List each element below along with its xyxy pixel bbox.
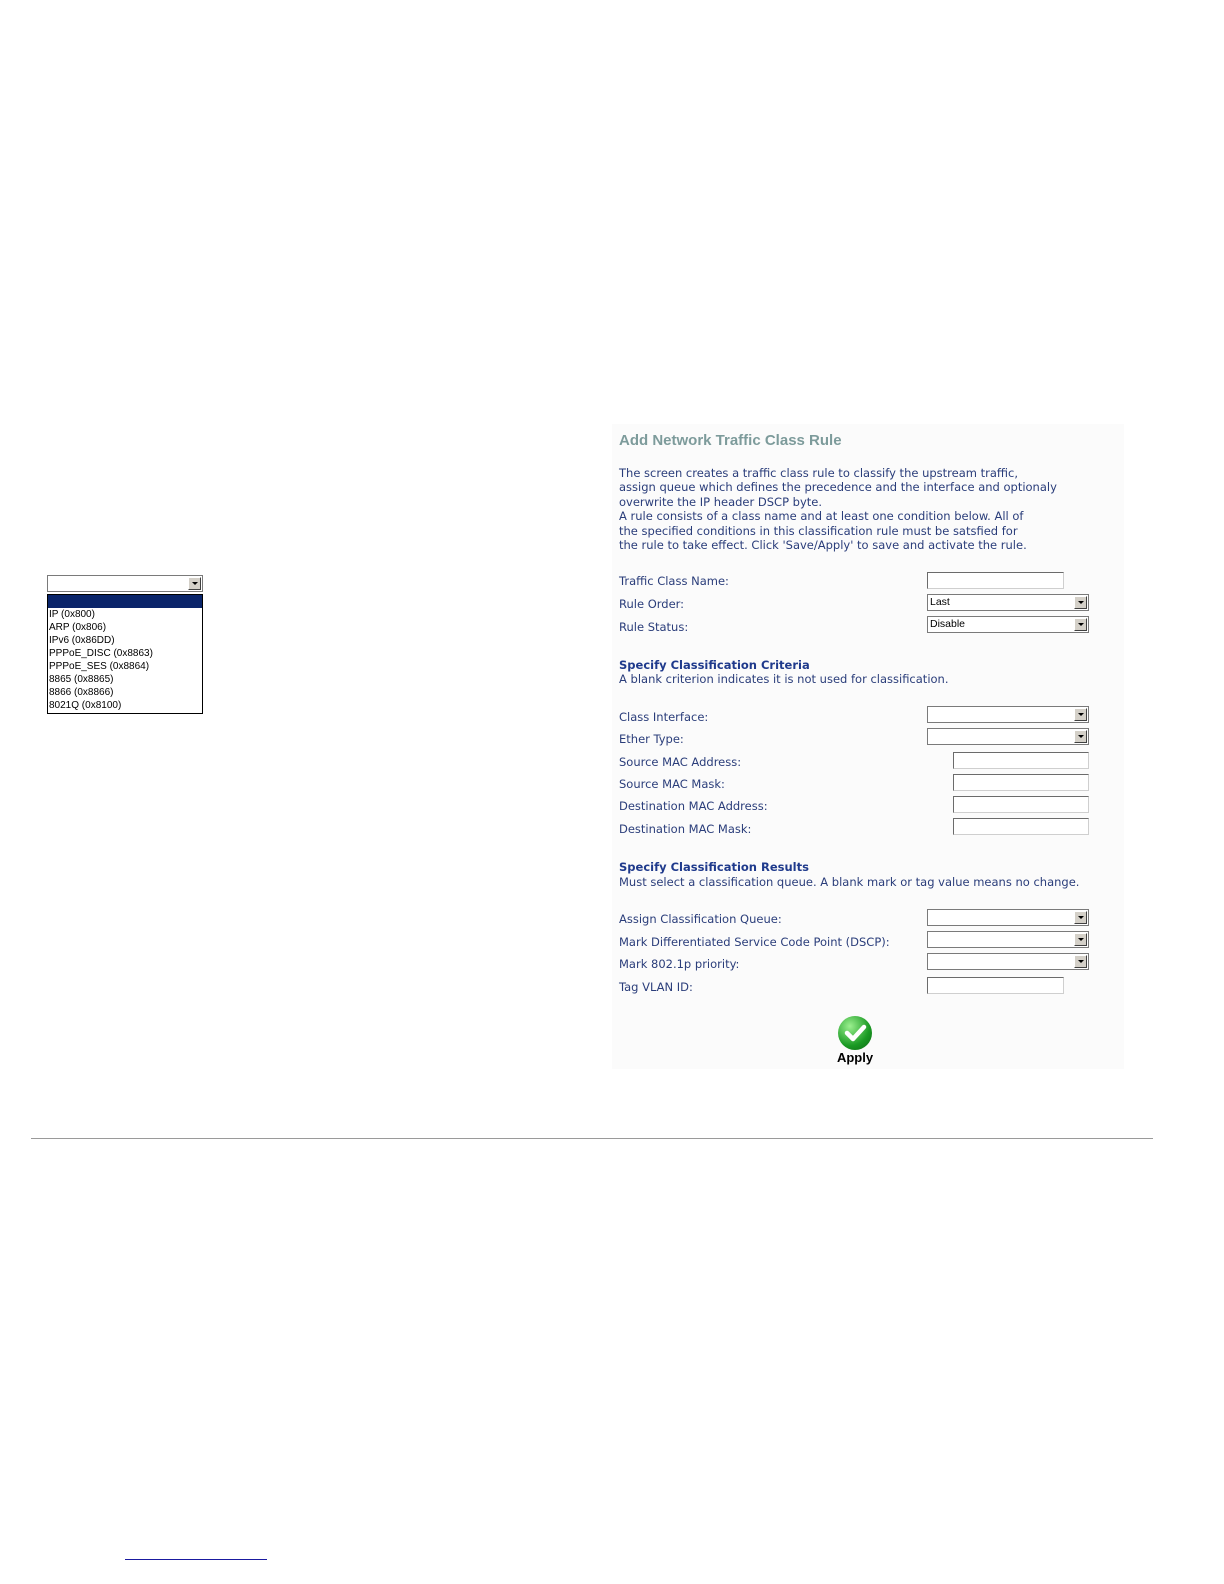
ether-type-dropdown-expanded[interactable] <box>47 575 203 714</box>
results-subtext: Must select a classification queue. A blank mark or tag value means no change. <box>619 875 1080 889</box>
criteria-heading: Specify Classification Criteria <box>619 658 810 672</box>
class-interface-label: Class Interface: <box>619 710 709 724</box>
source-mac-mask-input[interactable] <box>953 774 1089 791</box>
source-mac-input[interactable] <box>953 752 1089 769</box>
tag-vlan-input[interactable] <box>927 977 1064 994</box>
traffic-class-rule-form <box>612 424 1124 1069</box>
ether-option-blank[interactable] <box>48 595 202 608</box>
source-mac-mask-label: Source MAC Mask: <box>619 777 725 791</box>
dest-mac-label: Destination MAC Address: <box>619 799 768 813</box>
mark-dscp-label: Mark Differentiated Service Code Point (DSCP): <box>619 935 890 949</box>
mark-8021p-label: Mark 802.1p priority: <box>619 957 740 971</box>
assign-queue-label: Assign Classification Queue: <box>619 912 782 926</box>
ether-type-select[interactable] <box>927 728 1089 745</box>
description-line: A rule consists of a class name and at least one condition below. All of <box>619 509 1024 524</box>
criteria-subtext: A blank criterion indicates it is not used for classification. <box>619 672 949 686</box>
results-heading: Specify Classification Results <box>619 860 809 874</box>
tag-vlan-label: Tag VLAN ID: <box>619 980 693 994</box>
rule-status-select[interactable] <box>927 616 1089 633</box>
ether-option-8865[interactable]: 8865 (0x8865) <box>49 674 114 685</box>
page-divider <box>31 1138 1153 1139</box>
chevron-down-icon[interactable] <box>1074 955 1087 968</box>
chevron-down-icon[interactable] <box>1074 708 1087 721</box>
chevron-down-icon[interactable] <box>1074 933 1087 946</box>
chevron-down-icon[interactable] <box>188 577 201 590</box>
mark-dscp-select[interactable] <box>927 931 1089 948</box>
ether-option-8021q[interactable]: 8021Q (0x8100) <box>49 700 122 711</box>
class-interface-select[interactable] <box>927 706 1089 723</box>
chevron-down-icon[interactable] <box>1074 911 1087 924</box>
ether-option-pppoe-ses[interactable]: PPPoE_SES (0x8864) <box>49 661 150 672</box>
rule-order-value: Last <box>930 596 950 608</box>
description-line: assign queue which defines the precedence and the interface and optionaly <box>619 480 1057 495</box>
ether-option-arp[interactable]: ARP (0x806) <box>49 622 107 633</box>
traffic-class-name-label: Traffic Class Name: <box>619 574 729 588</box>
ether-option-ip[interactable]: IP (0x800) <box>49 609 95 620</box>
description-line: overwrite the IP header DSCP byte. <box>619 494 823 509</box>
traffic-class-name-input[interactable] <box>927 572 1064 589</box>
ether-option-ipv6[interactable]: IPv6 (0x86DD) <box>49 635 115 646</box>
rule-order-label: Rule Order: <box>619 597 685 611</box>
assign-queue-select[interactable] <box>927 909 1089 926</box>
rule-status-value: Disable <box>930 618 966 630</box>
footnote-rule <box>125 1559 267 1560</box>
chevron-down-icon[interactable] <box>1074 596 1087 609</box>
description-line: the rule to take effect. Click 'Save/Apply' to save and activate the rule. <box>619 538 1027 553</box>
checkmark-icon <box>838 1016 872 1050</box>
dest-mac-mask-input[interactable] <box>953 818 1089 835</box>
apply-label: Apply <box>836 1050 874 1065</box>
ether-type-select-closed[interactable] <box>47 575 203 592</box>
apply-button[interactable] <box>832 1016 878 1064</box>
description-line: The screen creates a traffic class rule to classify the upstream traffic, <box>619 466 1019 480</box>
ether-type-label: Ether Type: <box>619 732 684 746</box>
form-description <box>619 466 1057 552</box>
source-mac-label: Source MAC Address: <box>619 755 742 769</box>
chevron-down-icon[interactable] <box>1074 730 1087 743</box>
chevron-down-icon[interactable] <box>1074 618 1087 631</box>
dest-mac-mask-label: Destination MAC Mask: <box>619 822 752 836</box>
ether-option-8866[interactable]: 8866 (0x8866) <box>49 687 114 698</box>
mark-8021p-select[interactable] <box>927 953 1089 970</box>
ether-option-pppoe-disc[interactable]: PPPoE_DISC (0x8863) <box>49 648 153 659</box>
page-title: Add Network Traffic Class Rule <box>619 432 842 449</box>
dest-mac-input[interactable] <box>953 796 1089 813</box>
rule-status-label: Rule Status: <box>619 620 689 634</box>
description-line: the specified conditions in this classification rule must be satsfied for <box>619 523 1018 538</box>
ether-type-option-list[interactable] <box>47 594 203 714</box>
rule-order-select[interactable] <box>927 594 1089 611</box>
